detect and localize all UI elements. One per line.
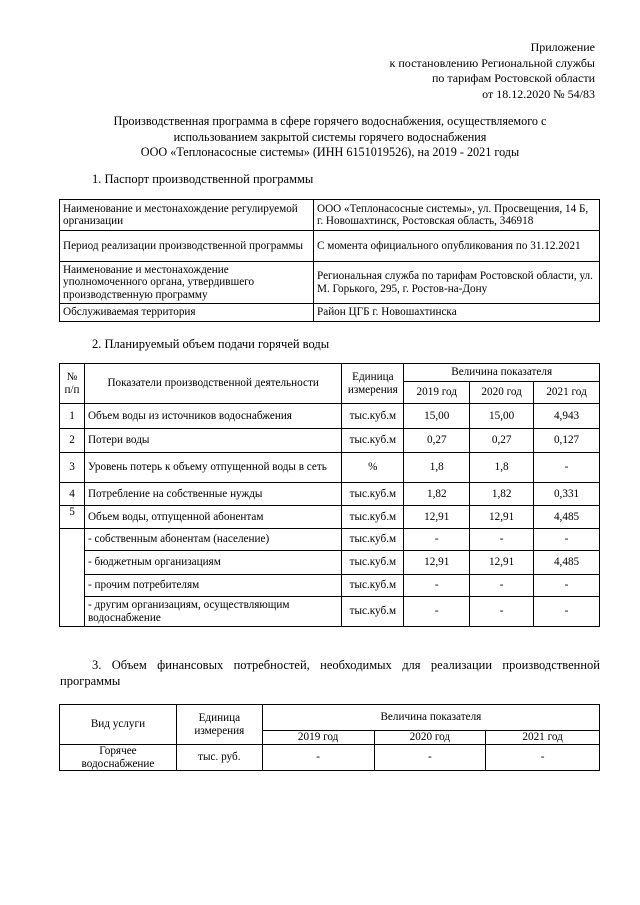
cell-2019: - bbox=[262, 745, 374, 771]
cell-num: 5 bbox=[60, 506, 85, 529]
cell-num: 1 bbox=[60, 404, 85, 429]
cell-name: - бюджетным организациям bbox=[84, 551, 341, 575]
cell-2020: - bbox=[470, 529, 534, 551]
column-header-2019: 2019 год bbox=[262, 731, 374, 745]
column-header-value: Величина показателя bbox=[404, 364, 600, 382]
section3-heading bbox=[60, 657, 600, 689]
column-header-2021: 2021 год bbox=[534, 382, 600, 404]
cell-2019: 0,27 bbox=[404, 429, 470, 453]
appendix-line: от 18.12.2020 № 54/83 bbox=[482, 86, 595, 101]
cell-2021: 4,485 bbox=[534, 506, 600, 529]
section3-heading-line: программы bbox=[60, 674, 121, 688]
cell-unit: тыс.куб.м bbox=[342, 483, 404, 506]
cell-2020: - bbox=[470, 597, 534, 627]
cell-2021: - bbox=[534, 597, 600, 627]
table-cell-value: Региональная служба по тарифам Ростовской области, ул. М. Горького, 295, г. Ростов-на-Дону bbox=[314, 262, 600, 304]
table-row bbox=[60, 745, 600, 771]
cell-num: 4 bbox=[60, 483, 85, 506]
column-header-2021: 2021 год bbox=[486, 731, 600, 745]
title-line: Производственная программа в сфере горячего водоснабжения, осуществляемого с bbox=[113, 114, 547, 128]
table-row bbox=[60, 453, 600, 483]
cell-2020: 12,91 bbox=[470, 506, 534, 529]
title-line: ООО «Теплонасосные системы» (ИНН 6151019526), на 2019 - 2021 годы bbox=[140, 145, 520, 159]
table-cell-label: Обслуживаемая территория bbox=[60, 304, 314, 322]
cell-2020: - bbox=[374, 745, 486, 771]
cell-unit: тыс.куб.м bbox=[342, 597, 404, 627]
column-header-2020: 2020 год bbox=[374, 731, 486, 745]
section3-heading-line: 3. Объем финансовых потребностей, необходимых для реализации производственной bbox=[92, 658, 600, 672]
cell-name: Объем воды из источников водоснабжения bbox=[84, 404, 341, 429]
appendix-line: по тарифам Ростовской области bbox=[431, 71, 595, 85]
cell-2021: - bbox=[534, 575, 600, 597]
cell-unit: тыс.куб.м bbox=[342, 429, 404, 453]
cell-2019: 1,82 bbox=[404, 483, 470, 506]
table-cell-label: Наименование и местонахождение регулируемой организации bbox=[60, 200, 314, 231]
table-cell-value: С момента официального опубликования по 31.12.2021 bbox=[314, 231, 600, 262]
table-cell-value: ООО «Теплонасосные системы», ул. Просвещения, 14 Б, г. Новошахтинск, Ростовская область, 346918 bbox=[314, 200, 600, 231]
cell-unit: тыс.куб.м bbox=[342, 575, 404, 597]
table-row bbox=[60, 404, 600, 429]
cell-2020: 1,82 bbox=[470, 483, 534, 506]
table-row bbox=[60, 506, 600, 529]
table-row bbox=[60, 529, 600, 551]
cell-unit: тыс. руб. bbox=[176, 745, 262, 771]
table-cell-label: Наименование и местонахождение уполномоченного органа, утвердившего производственную программу bbox=[60, 262, 314, 304]
cell-unit: тыс.куб.м bbox=[342, 551, 404, 575]
cell-2019: - bbox=[404, 597, 470, 627]
appendix-block bbox=[390, 40, 595, 102]
cell-2019: 12,91 bbox=[404, 551, 470, 575]
column-header-num: № п/п bbox=[60, 364, 85, 404]
cell-2019: 15,00 bbox=[404, 404, 470, 429]
column-header-value: Величина показателя bbox=[262, 705, 599, 731]
section2-heading: 2. Планируемый объем подачи горячей воды bbox=[92, 337, 330, 351]
cell-unit: тыс.куб.м bbox=[342, 404, 404, 429]
cell-2021: - bbox=[534, 529, 600, 551]
cell-2021: 4,943 bbox=[534, 404, 600, 429]
column-header-unit: Единица измерения bbox=[342, 364, 404, 404]
cell-2019: - bbox=[404, 575, 470, 597]
table-header-row bbox=[60, 364, 600, 382]
column-header-unit: Единица измерения bbox=[176, 705, 262, 745]
cell-num: 2 bbox=[60, 429, 85, 453]
cell-2021: 0,331 bbox=[534, 483, 600, 506]
cell-name: Объем воды, отпущенной абонентам bbox=[84, 506, 341, 529]
title-line: использованием закрытой системы горячего водоснабжения bbox=[173, 129, 487, 144]
column-header-2020: 2020 год bbox=[470, 382, 534, 404]
cell-2021: - bbox=[534, 453, 600, 483]
cell-service: Горячее водоснабжение bbox=[60, 745, 177, 771]
cell-num: 3 bbox=[60, 453, 85, 483]
table-row bbox=[60, 551, 600, 575]
table-row bbox=[60, 231, 600, 262]
cell-name: Уровень потерь к объему отпущенной воды в сеть bbox=[84, 453, 341, 483]
cell-name: Потребление на собственные нужды bbox=[84, 483, 341, 506]
table-row bbox=[60, 262, 600, 304]
cell-2019: 12,91 bbox=[404, 506, 470, 529]
appendix-line: Приложение bbox=[530, 40, 595, 54]
column-header-2019: 2019 год bbox=[404, 382, 470, 404]
cell-2021: 4,485 bbox=[534, 551, 600, 575]
table-row bbox=[60, 304, 600, 322]
water-volume-table bbox=[59, 363, 600, 627]
cell-2020: - bbox=[470, 575, 534, 597]
table-row bbox=[60, 597, 600, 627]
cell-2020: 0,27 bbox=[470, 429, 534, 453]
table-row bbox=[60, 429, 600, 453]
cell-name: Потери воды bbox=[84, 429, 341, 453]
section1-heading: 1. Паспорт производственной программы bbox=[92, 172, 314, 186]
cell-unit: тыс.куб.м bbox=[342, 529, 404, 551]
table-row bbox=[60, 483, 600, 506]
table-row bbox=[60, 200, 600, 231]
cell-unit: % bbox=[342, 453, 404, 483]
table-row bbox=[60, 575, 600, 597]
document-title bbox=[60, 114, 600, 161]
column-header-service: Вид услуги bbox=[60, 705, 177, 745]
cell-name: - другим организациям, осуществляющим водоснабжение bbox=[84, 597, 341, 627]
appendix-line: к постановлению Региональной службы bbox=[389, 55, 595, 70]
cell-unit: тыс.куб.м bbox=[342, 506, 404, 529]
cell-2020: 12,91 bbox=[470, 551, 534, 575]
cell-2019: 1,8 bbox=[404, 453, 470, 483]
cell-2020: 1,8 bbox=[470, 453, 534, 483]
column-header-name: Показатели производственной деятельности bbox=[84, 364, 341, 404]
cell-2019: - bbox=[404, 529, 470, 551]
table-header-row bbox=[60, 705, 600, 731]
cell-2021: 0,127 bbox=[534, 429, 600, 453]
table-cell-label: Период реализации производственной программы bbox=[60, 231, 314, 262]
cell-name: - собственным абонентам (население) bbox=[84, 529, 341, 551]
cell-2021: - bbox=[486, 745, 600, 771]
table-cell-value: Район ЦГБ г. Новошахтинска bbox=[314, 304, 600, 322]
finance-table bbox=[59, 704, 600, 771]
passport-table bbox=[59, 199, 600, 322]
cell-name: - прочим потребителям bbox=[84, 575, 341, 597]
cell-num-empty bbox=[60, 529, 85, 627]
cell-2020: 15,00 bbox=[470, 404, 534, 429]
